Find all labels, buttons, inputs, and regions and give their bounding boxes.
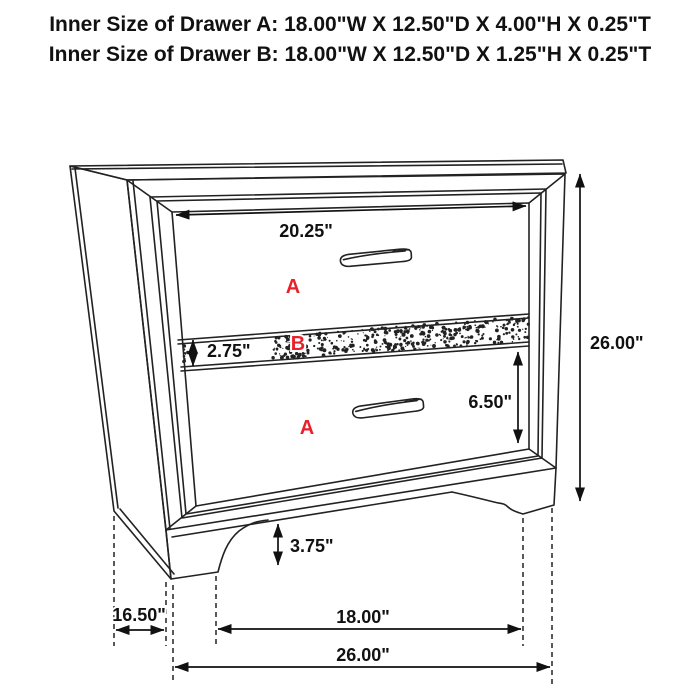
drawer-b-label: B (290, 333, 306, 355)
drawer-a-top-handle (340, 249, 412, 267)
side-panel-inner-edge (75, 168, 118, 508)
inner-size-drawer-a-line: Inner Size of Drawer A: 18.00"W X 12.50"D X 4.00"H X 0.25"T (49, 13, 651, 36)
dim-overall-width (173, 508, 552, 684)
cabinet-side-panel (70, 166, 171, 579)
drawer-a-bottom-label: A (299, 417, 315, 439)
drawer-a-top (286, 249, 412, 298)
dim-side-depth-label: 16.50" (112, 605, 166, 625)
dim-opening-width-label: 20.25" (279, 221, 333, 241)
dim-overall-width-label: 26.00" (336, 645, 390, 665)
dim-strip-height-label: 2.75" (207, 341, 251, 361)
side-panel-bottom-inner-edge (120, 509, 174, 574)
drawer-a-bottom-handle (352, 398, 424, 419)
right-leg (452, 468, 556, 514)
drawer-a-top-label: A (285, 276, 301, 298)
dim-leg-height-label: 3.75" (290, 536, 334, 556)
dim-drawer-width (216, 518, 523, 646)
dim-lower-opening-height-label: 6.50" (468, 392, 512, 412)
dimension-annotations (112, 174, 643, 684)
left-leg (166, 520, 268, 579)
apron-bottom-edge (172, 492, 452, 537)
drawer-a-bottom (300, 398, 424, 439)
dim-overall-height (580, 174, 644, 501)
side-front-joint-line (133, 181, 170, 529)
dim-lower-opening-height (468, 352, 518, 443)
dim-drawer-width-label: 18.00" (336, 607, 390, 627)
dim-leg-height (278, 524, 334, 565)
dim-side-depth (112, 516, 166, 646)
inner-size-drawer-b-line: Inner Size of Drawer B: 18.00"W X 12.50"D X 1.25"H X 0.25"T (48, 43, 652, 66)
dim-overall-height-label: 26.00" (590, 333, 644, 353)
